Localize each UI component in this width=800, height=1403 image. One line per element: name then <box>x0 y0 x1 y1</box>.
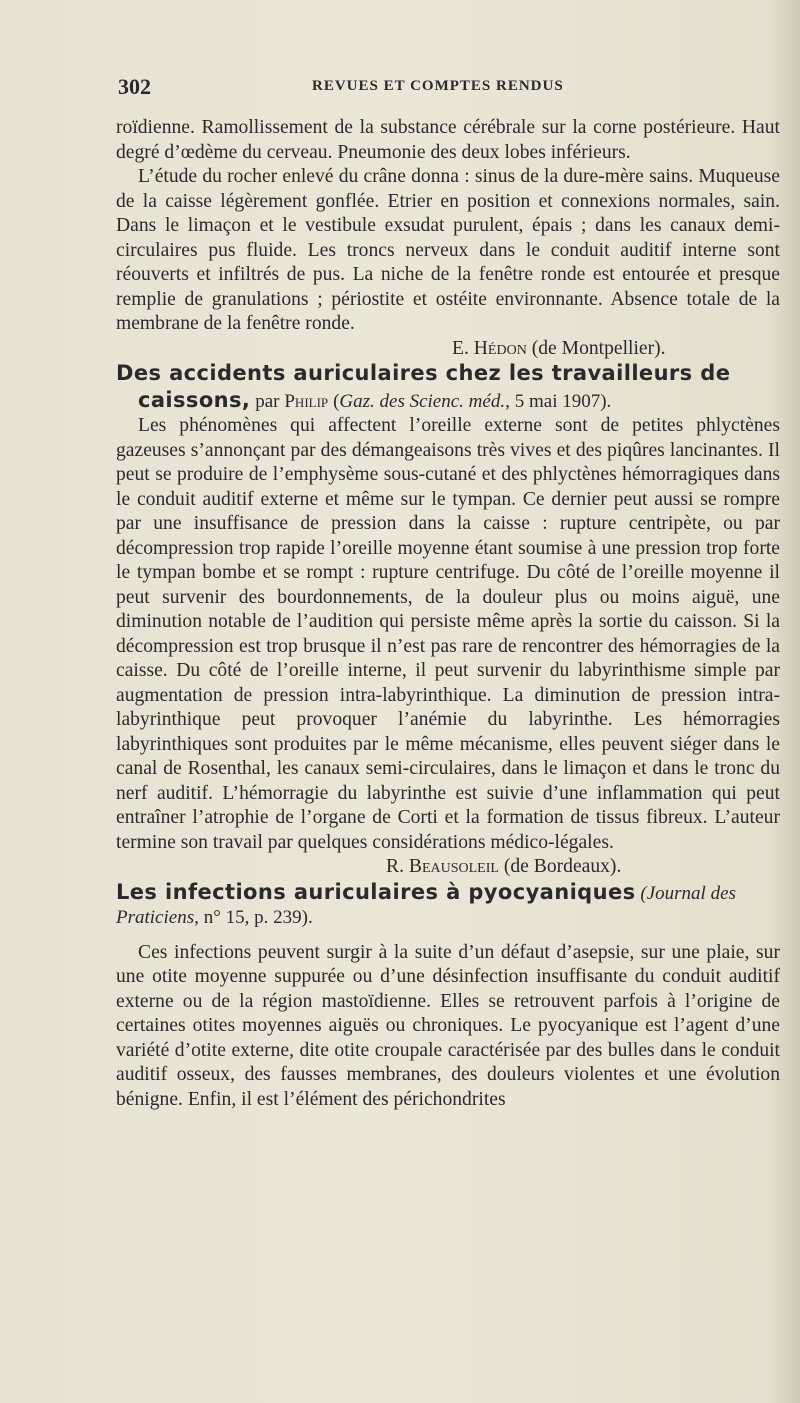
signature-name: Beausoleil <box>408 856 499 877</box>
article2-signature <box>116 855 780 880</box>
article2-by: par <box>255 390 280 412</box>
article3-body: Ces infections peuvent surgir à la suite d’un défaut d’asepsie, sur une plaie, sur une otite moyenne suppurée ou d’une désinfection insuffisante du conduit auditif externe ou de la région mastoïdienne. Elles se retrouvent parfois à l’origine de certaines otites moyennes aiguës ou chroniques. Le pyocyanique est l’agent d’une variété d’otite externe, dite otite croupale caractérisée par des bulles dans le conduit auditif osseux, des fausses membranes, des douleurs violentes et une évolution bénigne. Enfin, il est l’élément des périchondrites <box>116 941 780 1110</box>
article3-reference: n° 15, p. 239). <box>203 907 313 928</box>
page-body <box>116 116 780 1112</box>
article2-title-line2: caissons, <box>138 387 251 412</box>
article2-heading <box>116 361 780 414</box>
page-number: 302 <box>118 74 151 99</box>
signature-name: Hédon <box>473 337 527 359</box>
article2-date: 5 mai 1907). <box>514 390 612 412</box>
article2-heading-continuation <box>116 388 611 415</box>
article2-body: Les phénomènes qui affectent l’oreille externe sont de petites phlyctènes gazeuses s’annonçant par des démangeaisons très vives et des piqûres lancinantes. Il peut se produire de l’emphysème sous-cutané et des phlyctènes hémorragiques dans le conduit auditif externe et même sur le tympan. Ce dernier peut aussi se rompre par une insuffisance de pression dans la caisse : rupture centripète, ou par décompression trop rapide l’oreille moyenne étant soumise à une pression trop forte le tympan bombe et se rompt : rupture centrifuge. Du côté de l’oreille moyenne il peut survenir des bourdonnements, de la douleur plus ou moins aiguë, une diminution notable de l’audition qui persiste même après la sortie du caisson. Si la décompression est trop brusque il n’est pas rare de rencontrer des hémorragies de la caisse. Du côté de l’oreille interne, il peut survenir du labyrinthisme simple par augmentation de pression intra-labyrinthique. La diminution de pression intra-labyrinthique peut provoquer l’anémie du labyrinthe. Les hémorragies labyrinthiques sont produites par le même mécanisme, elles peuvent siéger dans le canal de Rosenthal, les canaux semi-circulaires, dans le limaçon et dans le tronc du nerf auditif. L’hémorragie du labyrinthe est suivie d’une inflammation qui peut entraîner l’atrophie de l’organe de Corti et la formation de tissus fibreux. L’auteur termine son travail par quelques considérations médico-légales. <box>116 415 780 853</box>
article3-heading <box>116 880 780 931</box>
signature-place: (de Bordeaux). <box>503 856 622 877</box>
article2-author: Philip <box>284 390 329 412</box>
article2-title-line1: Des accidents auriculaires chez les travailleurs de <box>116 361 731 385</box>
article3-title: Les infections auriculaires à pyocyaniques <box>116 879 636 904</box>
running-title: REVUES ET COMPTES RENDUS <box>312 78 564 94</box>
article1-paragraph-1: roïdienne. Ramollissement de la substance cérébrale sur la corne postérieure. Haut degré d’œdème du cerveau. Pneumonie des deux lobes inférieurs. <box>116 117 780 163</box>
signature-place: (de Montpellier). <box>531 337 666 359</box>
article2-reference-open: ( <box>333 390 340 412</box>
article1-paragraph-2: L’étude du rocher enlevé du crâne donna : sinus de la dure-mère sains. Muqueuse de la caisse légèrement gonflée. Etrier en position et connexions normales, sain. Dans le limaçon et le vestibule exsudat purulent, épais ; dans les canaux demi-circulaires pus fluide. Les troncs nerveux dans le conduit auditif interne sont réouverts et infiltrés de pus. La niche de la fenêtre ronde est entourée et presque remplie de granulations ; périostite et ostéite environnante. Absence totale de la membrane de la fenêtre ronde. <box>116 166 780 334</box>
article3-journal: (Journal des Praticiens, <box>116 882 736 928</box>
signature-initial: R. <box>386 856 404 877</box>
article2-journal: Gaz. des Scienc. méd., <box>339 390 510 412</box>
spacer <box>116 931 780 941</box>
signature-initial: E. <box>452 337 469 359</box>
page-header <box>118 74 778 100</box>
article1-signature <box>116 337 780 362</box>
